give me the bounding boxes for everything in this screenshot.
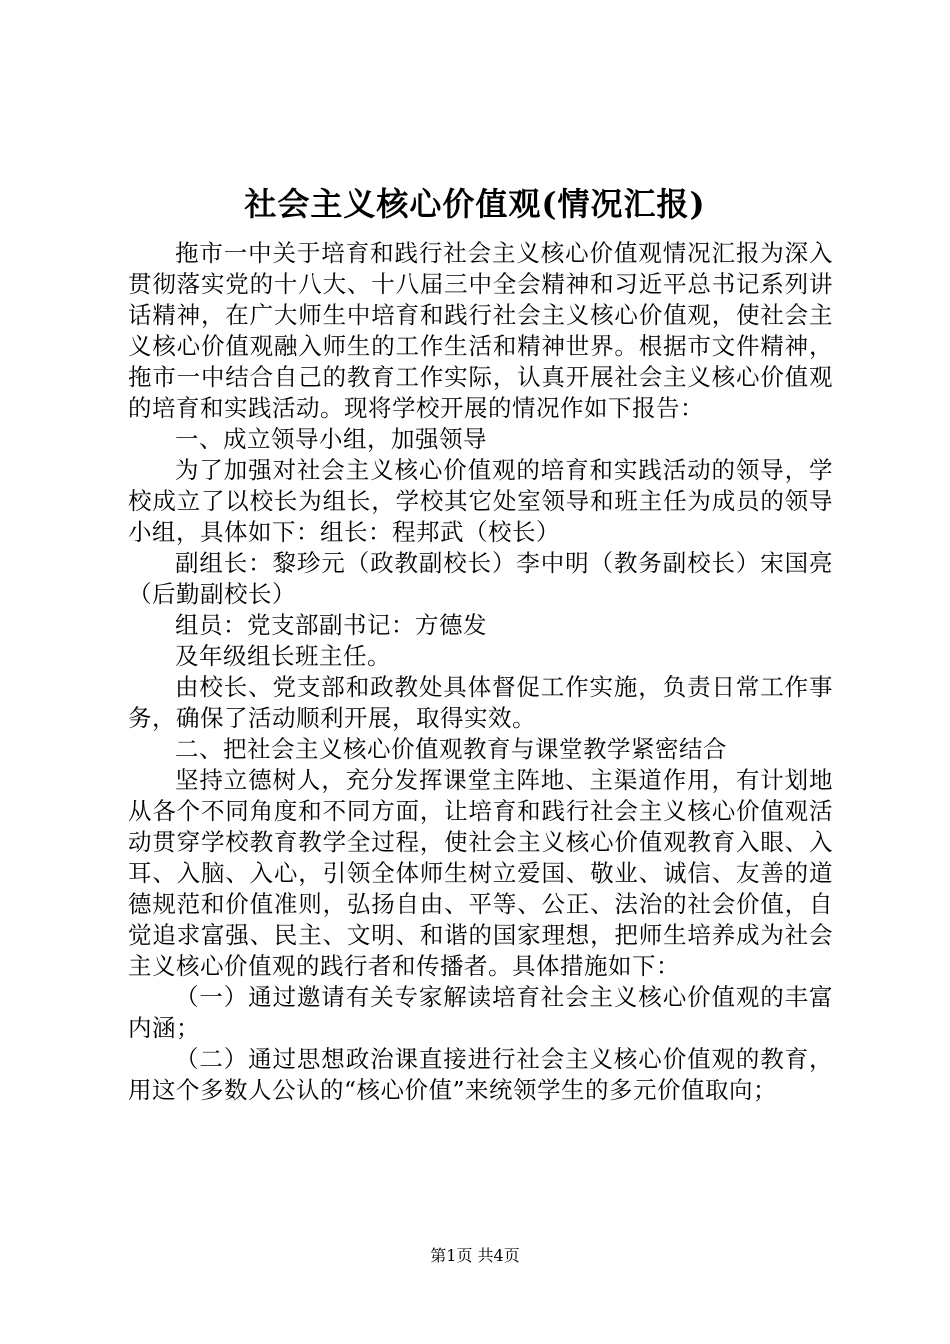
- document-body: [128, 238, 833, 1106]
- body-paragraph: 及年级组长班主任。: [175, 642, 391, 670]
- section-heading-1: 一、成立领导小组，加强领导: [175, 425, 487, 453]
- intro-paragraph: 拖市一中关于培育和践行社会主义核心价值观情况汇报为深入贯彻落实党的十八大、十八届三中全会精神和习近平总书记系列讲话精神，在广大师生中培育和践行社会主义核心价值观，使社会主义核心价值观融入师生的工作生活和精神世界。根据市文件精神，拖市一中结合自己的教育工作实际，认真开展社会主义核心价值观的培育和实践活动。现将学校开展的情况作如下报告：: [128, 239, 833, 422]
- section-heading-2: 二、把社会主义核心价值观教育与课堂教学紧密结合: [175, 735, 727, 763]
- body-paragraph: 副组长：黎珍元（政教副校长）李中明（教务副校长）宋国亮（后勤副校长）: [128, 549, 833, 608]
- list-item-2: （二）通过思想政治课直接进行社会主义核心价值观的教育，用这个多数人公认的“核心价值”来统领学生的多元价值取向；: [128, 1045, 833, 1104]
- body-paragraph: 由校长、党支部和政教处具体督促工作实施，负责日常工作事务，确保了活动顺利开展，取得实效。: [128, 673, 833, 732]
- body-paragraph: 坚持立德树人，充分发挥课堂主阵地、主渠道作用，有计划地从各个不同角度和不同方面，让培育和践行社会主义核心价值观活动贯穿学校教育教学全过程，使社会主义核心价值观教育入眼、入耳、入脑、入心，引领全体师生树立爱国、敬业、诚信、友善的道德规范和价值准则，弘扬自由、平等、公正、法治的社会价值，自觉追求富强、民主、文明、和谐的国家理想，把师生培养成为社会主义核心价值观的践行者和传播者。具体措施如下：: [128, 766, 833, 980]
- body-paragraph: 为了加强对社会主义核心价值观的培育和实践活动的领导，学校成立了以校长为组长，学校其它处室领导和班主任为成员的领导小组，具体如下：组长：程邦武（校长）: [128, 456, 833, 546]
- list-item-1: （一）通过邀请有关专家解读培育社会主义核心价值观的丰富内涵；: [128, 983, 833, 1042]
- body-paragraph: 组员：党支部副书记：方德发: [175, 611, 487, 639]
- page-number-footer: 第1页 共4页: [430, 1246, 520, 1265]
- document-title: 社会主义核心价值观(情况汇报): [244, 185, 706, 223]
